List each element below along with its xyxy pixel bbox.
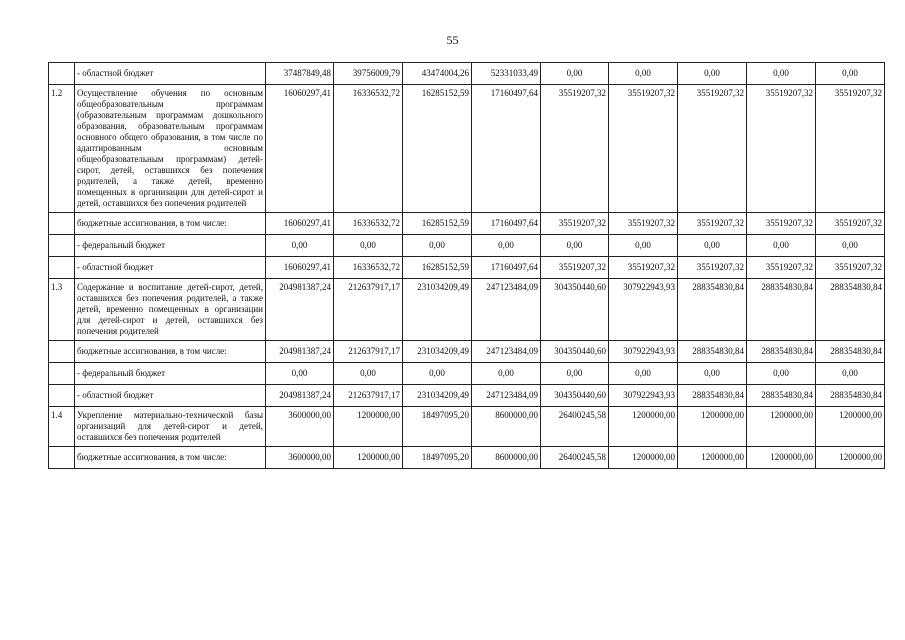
amount-cell-year-7: 288354830,84 xyxy=(678,279,747,341)
amount-cell-year-7: 288354830,84 xyxy=(678,341,747,363)
amount-cell-year-8: 288354830,84 xyxy=(747,341,816,363)
amount-cell-year-3: 16285152,59 xyxy=(403,85,472,213)
amount-cell-year-4: 247123484,09 xyxy=(472,279,541,341)
item-number xyxy=(49,257,75,279)
amount-cell-year-3: 18497095,20 xyxy=(403,407,472,447)
amount-cell-year-1: 204981387,24 xyxy=(266,279,334,341)
program-item-row xyxy=(49,85,885,213)
amount-cell-year-6: 35519207,32 xyxy=(609,85,678,213)
item-number xyxy=(49,385,75,407)
amount-cell-year-1: 3600000,00 xyxy=(266,407,334,447)
amount-cell-year-1: 37487849,48 xyxy=(266,63,334,85)
item-description: бюджетные ассигнования, в том числе: xyxy=(75,213,266,235)
amount-cell-year-8: 1200000,00 xyxy=(747,447,816,469)
amount-cell-year-9: 35519207,32 xyxy=(816,85,885,213)
amount-cell-year-3: 0,00 xyxy=(403,235,472,257)
page-number: 55 xyxy=(446,33,459,47)
amount-cell-year-3: 43474004,26 xyxy=(403,63,472,85)
amount-cell-year-4: 17160497,64 xyxy=(472,85,541,213)
amount-cell-year-4: 17160497,64 xyxy=(472,257,541,279)
amount-cell-year-8: 288354830,84 xyxy=(747,385,816,407)
amount-cell-year-5: 304350440,60 xyxy=(541,341,609,363)
amount-cell-year-7: 1200000,00 xyxy=(678,407,747,447)
amount-cell-year-8: 35519207,32 xyxy=(747,213,816,235)
amount-cell-year-4: 8600000,00 xyxy=(472,447,541,469)
item-description: бюджетные ассигнования, в том числе: xyxy=(75,341,266,363)
amount-cell-year-5: 35519207,32 xyxy=(541,257,609,279)
amount-cell-year-3: 0,00 xyxy=(403,363,472,385)
amount-cell-year-2: 16336532,72 xyxy=(334,213,403,235)
amount-cell-year-9: 0,00 xyxy=(816,235,885,257)
amount-cell-year-1: 16060297,41 xyxy=(266,85,334,213)
amount-cell-year-7: 0,00 xyxy=(678,63,747,85)
amount-cell-year-6: 0,00 xyxy=(609,235,678,257)
budget-subrow xyxy=(49,385,885,407)
amount-cell-year-2: 212637917,17 xyxy=(334,279,403,341)
budget-subrow xyxy=(49,257,885,279)
amount-cell-year-9: 0,00 xyxy=(816,63,885,85)
amount-cell-year-1: 16060297,41 xyxy=(266,213,334,235)
amount-cell-year-2: 0,00 xyxy=(334,363,403,385)
amount-cell-year-3: 16285152,59 xyxy=(403,213,472,235)
amount-cell-year-9: 35519207,32 xyxy=(816,213,885,235)
item-number xyxy=(49,213,75,235)
amount-cell-year-6: 307922943,93 xyxy=(609,385,678,407)
amount-cell-year-2: 1200000,00 xyxy=(334,407,403,447)
amount-cell-year-9: 288354830,84 xyxy=(816,341,885,363)
item-number xyxy=(49,63,75,85)
amount-cell-year-9: 35519207,32 xyxy=(816,257,885,279)
amount-cell-year-2: 212637917,17 xyxy=(334,341,403,363)
amount-cell-year-6: 1200000,00 xyxy=(609,407,678,447)
amount-cell-year-4: 247123484,09 xyxy=(472,341,541,363)
amount-cell-year-9: 1200000,00 xyxy=(816,407,885,447)
item-description: Содержание и воспитание детей-сирот, детей, оставшихся без попечения родителей, а также детей, временно помещенных в организации для детей-сирот и детей, оставшихся без попечения родителей xyxy=(75,279,266,341)
amount-cell-year-7: 35519207,32 xyxy=(678,213,747,235)
item-description: - областной бюджет xyxy=(75,257,266,279)
item-number xyxy=(49,235,75,257)
amount-cell-year-6: 35519207,32 xyxy=(609,213,678,235)
item-number: 1.4 xyxy=(49,407,75,447)
amount-cell-year-8: 288354830,84 xyxy=(747,279,816,341)
amount-cell-year-3: 231034209,49 xyxy=(403,341,472,363)
amount-cell-year-3: 18497095,20 xyxy=(403,447,472,469)
amount-cell-year-6: 307922943,93 xyxy=(609,279,678,341)
budget-subrow xyxy=(49,213,885,235)
amount-cell-year-1: 0,00 xyxy=(266,363,334,385)
amount-cell-year-9: 0,00 xyxy=(816,363,885,385)
amount-cell-year-2: 16336532,72 xyxy=(334,257,403,279)
budget-subrow xyxy=(49,63,885,85)
amount-cell-year-2: 212637917,17 xyxy=(334,385,403,407)
amount-cell-year-5: 0,00 xyxy=(541,363,609,385)
item-description: - областной бюджет xyxy=(75,63,266,85)
amount-cell-year-5: 304350440,60 xyxy=(541,279,609,341)
budget-subrow xyxy=(49,341,885,363)
amount-cell-year-5: 0,00 xyxy=(541,63,609,85)
amount-cell-year-9: 1200000,00 xyxy=(816,447,885,469)
amount-cell-year-4: 247123484,09 xyxy=(472,385,541,407)
amount-cell-year-6: 307922943,93 xyxy=(609,341,678,363)
amount-cell-year-8: 0,00 xyxy=(747,235,816,257)
amount-cell-year-9: 288354830,84 xyxy=(816,385,885,407)
amount-cell-year-5: 26400245,58 xyxy=(541,407,609,447)
amount-cell-year-2: 0,00 xyxy=(334,235,403,257)
amount-cell-year-2: 1200000,00 xyxy=(334,447,403,469)
amount-cell-year-8: 0,00 xyxy=(747,63,816,85)
item-number xyxy=(49,363,75,385)
item-description: Укрепление материально-технической базы организаций для детей-сирот и детей, оставшихся без попечения родителей xyxy=(75,407,266,447)
amount-cell-year-5: 35519207,32 xyxy=(541,213,609,235)
amount-cell-year-8: 35519207,32 xyxy=(747,257,816,279)
amount-cell-year-6: 35519207,32 xyxy=(609,257,678,279)
amount-cell-year-3: 231034209,49 xyxy=(403,279,472,341)
item-description: бюджетные ассигнования, в том числе: xyxy=(75,447,266,469)
amount-cell-year-1: 204981387,24 xyxy=(266,341,334,363)
amount-cell-year-6: 0,00 xyxy=(609,363,678,385)
budget-subrow xyxy=(49,447,885,469)
amount-cell-year-1: 204981387,24 xyxy=(266,385,334,407)
amount-cell-year-8: 1200000,00 xyxy=(747,407,816,447)
amount-cell-year-8: 35519207,32 xyxy=(747,85,816,213)
budget-table xyxy=(48,62,885,469)
amount-cell-year-7: 35519207,32 xyxy=(678,257,747,279)
item-number xyxy=(49,447,75,469)
item-description: - федеральный бюджет xyxy=(75,235,266,257)
amount-cell-year-4: 0,00 xyxy=(472,235,541,257)
amount-cell-year-5: 35519207,32 xyxy=(541,85,609,213)
amount-cell-year-4: 0,00 xyxy=(472,363,541,385)
item-description: - федеральный бюджет xyxy=(75,363,266,385)
program-item-row xyxy=(49,279,885,341)
item-number: 1.2 xyxy=(49,85,75,213)
amount-cell-year-7: 35519207,32 xyxy=(678,85,747,213)
amount-cell-year-8: 0,00 xyxy=(747,363,816,385)
amount-cell-year-7: 0,00 xyxy=(678,363,747,385)
amount-cell-year-4: 17160497,64 xyxy=(472,213,541,235)
amount-cell-year-1: 3600000,00 xyxy=(266,447,334,469)
item-number xyxy=(49,341,75,363)
budget-table-body xyxy=(49,63,885,469)
amount-cell-year-3: 231034209,49 xyxy=(403,385,472,407)
amount-cell-year-5: 26400245,58 xyxy=(541,447,609,469)
item-description: - областной бюджет xyxy=(75,385,266,407)
item-number: 1.3 xyxy=(49,279,75,341)
amount-cell-year-1: 16060297,41 xyxy=(266,257,334,279)
amount-cell-year-4: 52331033,49 xyxy=(472,63,541,85)
amount-cell-year-7: 1200000,00 xyxy=(678,447,747,469)
amount-cell-year-6: 0,00 xyxy=(609,63,678,85)
amount-cell-year-2: 16336532,72 xyxy=(334,85,403,213)
amount-cell-year-5: 0,00 xyxy=(541,235,609,257)
amount-cell-year-2: 39756009,79 xyxy=(334,63,403,85)
amount-cell-year-5: 304350440,60 xyxy=(541,385,609,407)
item-description: Осуществление обучения по основным общеобразовательным программам (образовательным программам дошкольного образования, образовательным программам основного общего образования, в том числе по адаптированным основным общеобразовательным программам) детей-сирот, детей, оставшихся без попечения родителей, а также детей, временно помещенных в организации для детей-сирот и детей, оставшихся без попечения родителей xyxy=(75,85,266,213)
budget-subrow xyxy=(49,235,885,257)
amount-cell-year-3: 16285152,59 xyxy=(403,257,472,279)
budget-subrow xyxy=(49,363,885,385)
amount-cell-year-4: 8600000,00 xyxy=(472,407,541,447)
amount-cell-year-6: 1200000,00 xyxy=(609,447,678,469)
amount-cell-year-7: 288354830,84 xyxy=(678,385,747,407)
amount-cell-year-1: 0,00 xyxy=(266,235,334,257)
amount-cell-year-7: 0,00 xyxy=(678,235,747,257)
program-item-row xyxy=(49,407,885,447)
amount-cell-year-9: 288354830,84 xyxy=(816,279,885,341)
